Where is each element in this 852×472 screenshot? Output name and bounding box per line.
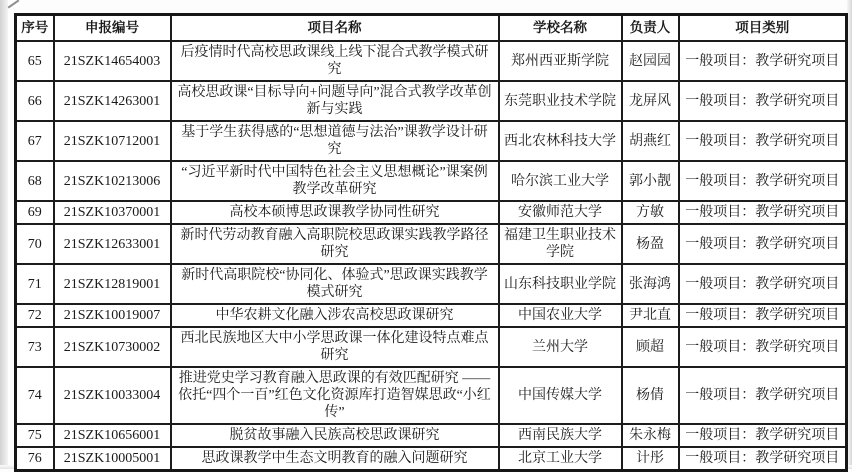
cell-category: 一般项目：教学研究项目 <box>679 367 847 424</box>
scan-artifact-mark <box>8 0 20 9</box>
table-row <box>16 327 847 367</box>
cell-school-name: 西北农林科技大学 <box>499 121 622 161</box>
cell-project-name: 基于学生获得感的“思想道德与法治”课教学设计研究 <box>171 121 499 161</box>
cell-school-name: 中国传媒大学 <box>499 367 622 424</box>
cell-serial-no: 67 <box>16 121 54 161</box>
table-row <box>16 224 847 264</box>
cell-leader: 赵园园 <box>622 41 679 81</box>
cell-serial-no: 76 <box>16 447 54 471</box>
cell-leader: 杨倩 <box>622 367 679 424</box>
cell-category: 一般项目：教学研究项目 <box>679 424 847 447</box>
column-header-serial: 序号 <box>16 15 54 42</box>
cell-school-name: 中国农业大学 <box>499 304 622 327</box>
cell-category: 一般项目：教学研究项目 <box>679 447 847 471</box>
cell-category: 一般项目：教学研究项目 <box>679 264 847 304</box>
cell-category: 一般项目：教学研究项目 <box>679 304 847 327</box>
cell-application-no: 21SZK10019007 <box>54 304 171 327</box>
cell-serial-no: 70 <box>16 224 54 264</box>
cell-leader: 尹北直 <box>622 304 679 327</box>
cell-school-name: 兰州大学 <box>499 327 622 367</box>
cell-leader: 杨盈 <box>622 224 679 264</box>
cell-category: 一般项目：教学研究项目 <box>679 201 847 224</box>
scan-edge-left <box>0 0 8 469</box>
column-header-category: 项目类别 <box>679 15 847 42</box>
cell-category: 一般项目：教学研究项目 <box>679 121 847 161</box>
table-row <box>16 121 847 161</box>
cell-school-name: 山东科技职业学院 <box>499 264 622 304</box>
cell-category: 一般项目：教学研究项目 <box>679 224 847 264</box>
cell-school-name: 福建卫生职业技术学院 <box>499 224 622 264</box>
cell-application-no: 21SZK14654003 <box>54 41 171 81</box>
table-row <box>16 81 847 121</box>
cell-application-no: 21SZK10033004 <box>54 367 171 424</box>
cell-school-name: 郑州西亚斯学院 <box>499 41 622 81</box>
cell-serial-no: 66 <box>16 81 54 121</box>
cell-category: 一般项目：教学研究项目 <box>679 161 847 201</box>
cell-leader: 郭小靓 <box>622 161 679 201</box>
cell-category: 一般项目：教学研究项目 <box>679 81 847 121</box>
cell-application-no: 21SZK14263001 <box>54 81 171 121</box>
table-header-row <box>16 15 847 42</box>
cell-leader: 胡燕红 <box>622 121 679 161</box>
cell-application-no: 21SZK10005001 <box>54 447 171 471</box>
column-header-school-name: 学校名称 <box>499 15 622 42</box>
cell-serial-no: 75 <box>16 424 54 447</box>
projects-table <box>14 13 848 472</box>
cell-category: 一般项目：教学研究项目 <box>679 327 847 367</box>
cell-leader: 计彤 <box>622 447 679 471</box>
cell-leader: 龙屏风 <box>622 81 679 121</box>
cell-school-name: 北京工业大学 <box>499 447 622 471</box>
cell-school-name: 哈尔滨工业大学 <box>499 161 622 201</box>
column-header-application-no: 申报编号 <box>54 15 171 42</box>
table-row <box>16 304 847 327</box>
cell-application-no: 21SZK10730002 <box>54 327 171 367</box>
cell-project-name: 高校思政课“目标导向+问题导向”混合式教学改革创新与实践 <box>171 81 499 121</box>
cell-application-no: 21SZK12819001 <box>54 264 171 304</box>
column-header-leader: 负责人 <box>622 15 679 42</box>
cell-leader: 张海鸿 <box>622 264 679 304</box>
cell-project-name: 脱贫故事融入民族高校思政课研究 <box>171 424 499 447</box>
cell-application-no: 21SZK10656001 <box>54 424 171 447</box>
table-body <box>16 41 847 471</box>
cell-application-no: 21SZK10213006 <box>54 161 171 201</box>
cell-serial-no: 71 <box>16 264 54 304</box>
cell-project-name: 后疫情时代高校思政课线上线下混合式教学模式研究 <box>171 41 499 81</box>
cell-project-name: 高校本硕博思政课教学协同性研究 <box>171 201 499 224</box>
cell-application-no: 21SZK10712001 <box>54 121 171 161</box>
table-row <box>16 424 847 447</box>
table-row <box>16 161 847 201</box>
cell-serial-no: 69 <box>16 201 54 224</box>
cell-project-name: 新时代劳动教育融入高职院校思政课实践教学路径研究 <box>171 224 499 264</box>
cell-serial-no: 68 <box>16 161 54 201</box>
cell-application-no: 21SZK10370001 <box>54 201 171 224</box>
table-row <box>16 41 847 81</box>
cell-serial-no: 72 <box>16 304 54 327</box>
cell-category: 一般项目：教学研究项目 <box>679 41 847 81</box>
cell-serial-no: 74 <box>16 367 54 424</box>
table-row <box>16 447 847 471</box>
cell-school-name: 西南民族大学 <box>499 424 622 447</box>
cell-serial-no: 73 <box>16 327 54 367</box>
column-header-project-name: 项目名称 <box>171 15 499 42</box>
cell-project-name: 西北民族地区大中小学思政课一体化建设特点难点研究 <box>171 327 499 367</box>
cell-school-name: 安徽师范大学 <box>499 201 622 224</box>
cell-serial-no: 65 <box>16 41 54 81</box>
cell-leader: 顾超 <box>622 327 679 367</box>
cell-school-name: 东莞职业技术学院 <box>499 81 622 121</box>
cell-leader: 方敏 <box>622 201 679 224</box>
table-row <box>16 264 847 304</box>
cell-project-name: 中华农耕文化融入涉农高校思政课研究 <box>171 304 499 327</box>
cell-project-name: 思政课教学中生态文明教育的融入问题研究 <box>171 447 499 471</box>
cell-application-no: 21SZK12633001 <box>54 224 171 264</box>
cell-project-name: “习近平新时代中国特色社会主义思想概论”课案例教学改革研究 <box>171 161 499 201</box>
cell-project-name: 推进党史学习教育融入思政课的有效匹配研究 ——依托“四个一百”红色文化资源库打造智媒思政“小红传” <box>171 367 499 424</box>
table-row <box>16 367 847 424</box>
cell-project-name: 新时代高职院校“协同化、体验式”思政课实践教学模式研究 <box>171 264 499 304</box>
table-row <box>16 201 847 224</box>
cell-leader: 朱永梅 <box>622 424 679 447</box>
